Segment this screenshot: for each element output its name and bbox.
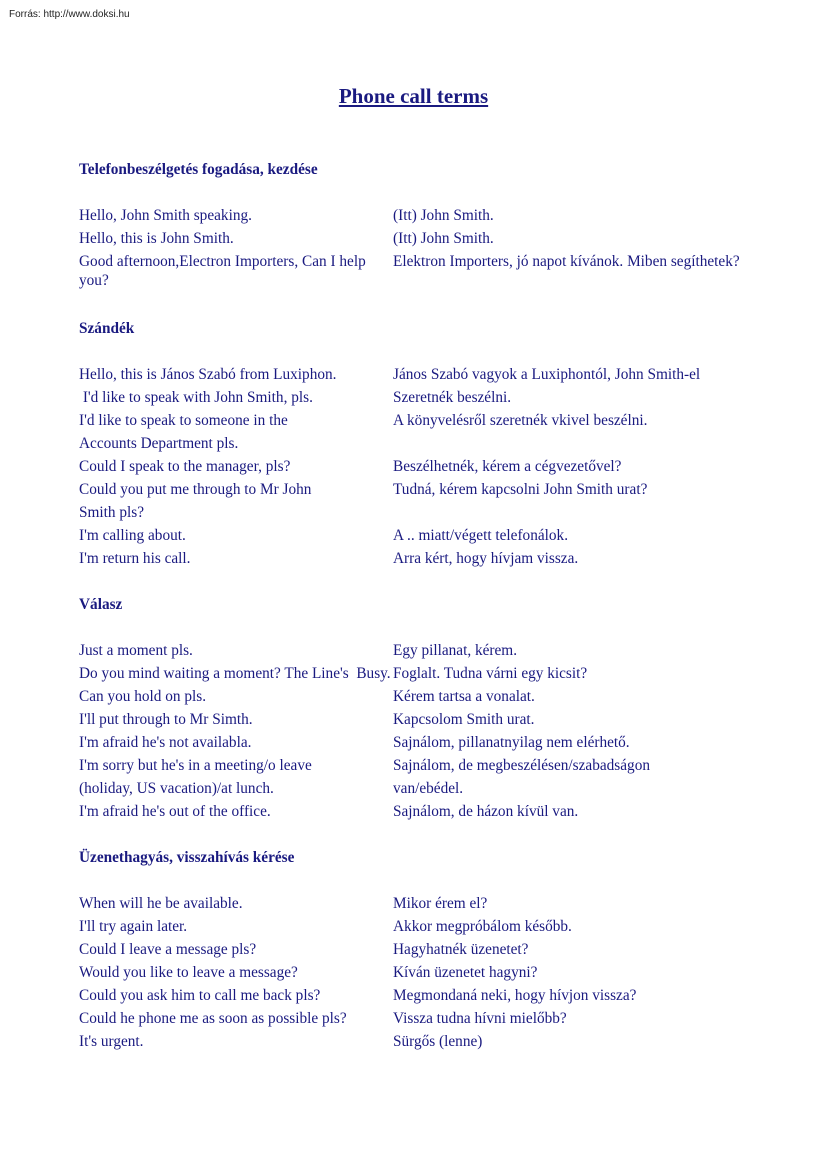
phrase-row (79, 754, 749, 800)
phrase-row (79, 685, 749, 708)
english-phrase: Good afternoon,Electron Importers, Can I help you? (79, 253, 366, 289)
hungarian-phrase: Sajnálom, pillanatnyilag nem elérhető. (393, 734, 630, 751)
english-phrase: Can you hold on pls. (79, 688, 207, 705)
hungarian-phrase: Tudná, kérem kapcsolni John Smith urat? (393, 481, 648, 498)
hungarian-phrase: Kapcsolom Smith urat. (393, 711, 535, 728)
english-phrase: Could you ask him to call me back pls? (79, 987, 321, 1004)
hungarian-phrase: Mikor érem el? (393, 895, 488, 912)
english-phrase: I'll try again later. (79, 918, 188, 935)
phrase-row (79, 250, 749, 290)
english-phrase: I'm calling about. (79, 527, 186, 544)
phrase-row (79, 363, 749, 386)
english-phrase: I'm sorry but he's in a meeting/o leave (holiday, US vacation)/at lunch. (79, 757, 312, 797)
english-phrase: When will he be available. (79, 895, 243, 912)
phrase-row (79, 524, 749, 547)
section-intent (79, 317, 749, 593)
hungarian-phrase: Foglalt. Tudna várni egy kicsit? (393, 665, 588, 682)
section-heading: Szándék (79, 320, 135, 337)
phrase-row (79, 386, 749, 409)
hungarian-phrase: (Itt) John Smith. (393, 207, 494, 224)
hungarian-phrase: Kérem tartsa a vonalat. (393, 688, 535, 705)
english-phrase: Could I leave a message pls? (79, 941, 257, 958)
english-phrase: Could I speak to the manager, pls? (79, 458, 291, 475)
hungarian-phrase: Vissza tudna hívni mielőbb? (393, 1010, 567, 1027)
phrase-row (79, 961, 749, 984)
section-leave-message (79, 846, 749, 1053)
english-phrase: I'd like to speak with John Smith, pls. (79, 389, 313, 406)
phrase-row (79, 547, 749, 570)
source-attribution: Forrás: http://www.doksi.hu (9, 9, 130, 20)
section-heading: Válasz (79, 596, 123, 613)
phrase-row (79, 227, 749, 250)
phrase-row (79, 204, 749, 227)
english-phrase: Just a moment pls. (79, 642, 193, 659)
hungarian-phrase: Sajnálom, de megbeszélésen/szabadságon van/ebédel. (393, 757, 650, 797)
english-phrase: Do you mind waiting a moment? The Line's Busy. (79, 665, 391, 682)
phrase-row (79, 409, 749, 455)
english-phrase: I'd like to speak to someone in the Accounts Department pls. (79, 412, 288, 452)
english-phrase: It's urgent. (79, 1033, 144, 1050)
english-phrase: Hello, this is John Smith. (79, 230, 234, 247)
phrase-row (79, 892, 749, 915)
hungarian-phrase: Sürgős (lenne) (393, 1033, 483, 1050)
hungarian-phrase: A .. miatt/végett telefonálok. (393, 527, 569, 544)
phrase-row (79, 1007, 749, 1030)
hungarian-phrase: János Szabó vagyok a Luxiphontól, John Smith-el (393, 366, 701, 383)
phrase-row (79, 915, 749, 938)
hungarian-phrase: Hagyhatnék üzenetet? (393, 941, 529, 958)
hungarian-phrase: A könyvelésről szeretnék vkivel beszélni. (393, 412, 648, 429)
phrase-row (79, 639, 749, 662)
english-phrase: Would you like to leave a message? (79, 964, 298, 981)
hungarian-phrase: Megmondaná neki, hogy hívjon vissza? (393, 987, 637, 1004)
english-phrase: I'm afraid he's out of the office. (79, 803, 271, 820)
english-phrase: Hello, this is János Szabó from Luxiphon. (79, 366, 337, 383)
english-phrase: Could he phone me as soon as possible pls? (79, 1010, 347, 1027)
section-greeting (79, 158, 749, 313)
english-phrase: I'm afraid he's not availabla. (79, 734, 252, 751)
english-phrase: I'm return his call. (79, 550, 191, 567)
hungarian-phrase: (Itt) John Smith. (393, 230, 494, 247)
hungarian-phrase: Egy pillanat, kérem. (393, 642, 518, 659)
hungarian-phrase: Elektron Importers, jó napot kívánok. Miben segíthetek? (393, 253, 740, 270)
english-phrase: I'll put through to Mr Simth. (79, 711, 253, 728)
phrase-row (79, 1030, 749, 1053)
page-title: Phone call terms (338, 84, 489, 108)
english-phrase: Could you put me through to Mr John Smith pls? (79, 481, 312, 521)
hungarian-phrase: Akkor megpróbálom később. (393, 918, 572, 935)
phrase-row (79, 938, 749, 961)
phrase-row (79, 478, 749, 524)
phrase-row (79, 731, 749, 754)
hungarian-phrase: Kíván üzenetet hagyni? (393, 964, 538, 981)
phrase-row (79, 708, 749, 731)
section-response (79, 593, 749, 846)
phrase-row (79, 455, 749, 478)
hungarian-phrase: Arra kért, hogy hívjam vissza. (393, 550, 579, 567)
phrase-list (79, 158, 749, 1053)
phrase-row (79, 984, 749, 1007)
hungarian-phrase: Beszélhetnék, kérem a cégvezetővel? (393, 458, 622, 475)
hungarian-phrase: Sajnálom, de házon kívül van. (393, 803, 579, 820)
phrase-row (79, 662, 749, 685)
hungarian-phrase: Szeretnék beszélni. (393, 389, 512, 406)
section-heading: Üzenethagyás, visszahívás kérése (79, 849, 295, 866)
english-phrase: Hello, John Smith speaking. (79, 207, 252, 224)
section-heading: Telefonbeszélgetés fogadása, kezdése (79, 161, 318, 178)
phrase-row (79, 800, 749, 823)
